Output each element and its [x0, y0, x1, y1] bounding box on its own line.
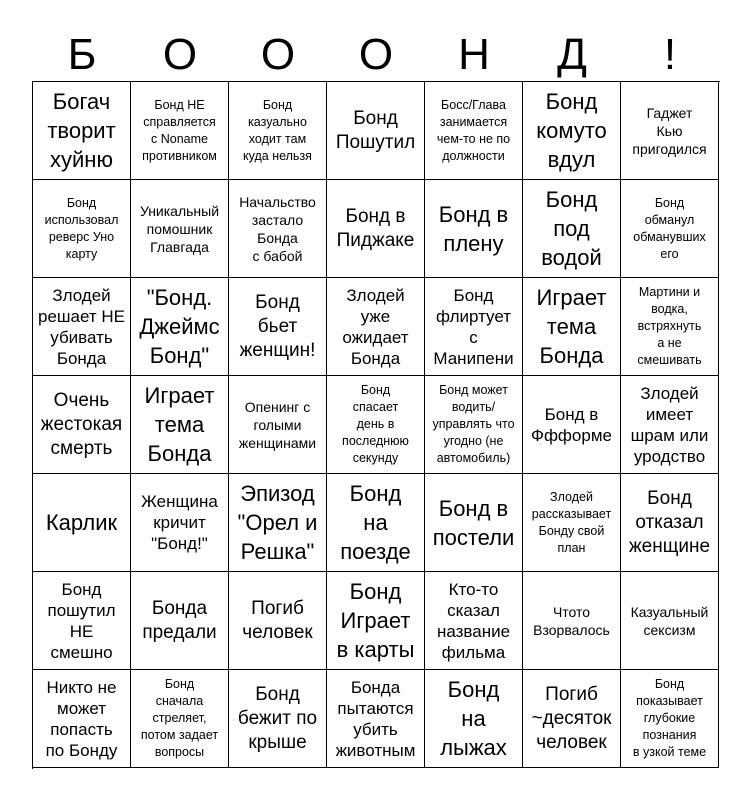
bingo-cell-text: Бонд НЕ справляется с Noname противником: [142, 97, 217, 163]
bingo-cell[interactable]: [621, 572, 719, 670]
bingo-cell-text: Казуальный сексизм: [630, 603, 709, 638]
bingo-cell-text: Никто не может попасть по Бонду: [45, 677, 118, 760]
bingo-cell[interactable]: [131, 474, 229, 572]
bingo-cell[interactable]: [621, 82, 719, 180]
bingo-cell[interactable]: [523, 474, 621, 572]
bingo-cell[interactable]: [621, 278, 719, 376]
bingo-cell[interactable]: [229, 180, 327, 278]
bingo-cell[interactable]: [131, 180, 229, 278]
bingo-cell[interactable]: [327, 474, 425, 572]
bingo-cell[interactable]: [131, 376, 229, 474]
header-letter: !: [663, 30, 677, 79]
header-letter: О: [162, 30, 198, 79]
bingo-cell-text: Бонд Играет в карты: [336, 579, 415, 662]
bingo-cell-text: Бонд сначала стреляет, потом задает вопросы: [140, 677, 219, 759]
bingo-cell-text: Бонд на лыжах: [440, 677, 507, 760]
bingo-cell-text: Злодей решает НЕ убивать Бонда: [37, 285, 126, 368]
bingo-cell-text: Злодей имеет шрам или уродство: [630, 383, 709, 466]
header-letter: Б: [67, 30, 97, 79]
bingo-cell-text: Мартини и водка, встряхнуть а не смешивать: [637, 285, 702, 367]
bingo-cell[interactable]: [523, 670, 621, 768]
bingo-cell[interactable]: [131, 572, 229, 670]
bingo-cell-text: Бонд обманул обманувших его: [633, 195, 706, 261]
bingo-cell-text: Погиб человек: [242, 597, 313, 643]
bingo-cell[interactable]: [425, 670, 523, 768]
bingo-cell[interactable]: [621, 670, 719, 768]
bingo-cell[interactable]: [523, 278, 621, 376]
bingo-cell[interactable]: [33, 180, 131, 278]
bingo-cell[interactable]: [33, 82, 131, 180]
bingo-cell[interactable]: [621, 376, 719, 474]
bingo-cell[interactable]: [327, 670, 425, 768]
bingo-cell[interactable]: [327, 376, 425, 474]
bingo-cell-text: Богач творит хуйню: [47, 89, 116, 172]
bingo-cell[interactable]: [621, 474, 719, 572]
bingo-cell-text: Женщина кричит "Бонд!": [141, 492, 218, 553]
bingo-cell-text: Бонд казуально ходит там куда нельзя: [243, 97, 312, 163]
bingo-cell[interactable]: [425, 572, 523, 670]
bingo-cell-text: Бонд бежит по крыше: [237, 683, 318, 753]
bingo-cell[interactable]: [425, 376, 523, 474]
bingo-cell-text: Играет тема Бонда: [536, 285, 607, 368]
bingo-header: [33, 28, 719, 82]
bingo-cell-text: Бонд бьет женщин!: [239, 291, 316, 361]
bingo-cell-text: Очень жестокая смерть: [40, 389, 123, 459]
bingo-cell-text: Злодей уже ожидает Бонда: [342, 285, 409, 368]
bingo-cell[interactable]: [229, 376, 327, 474]
bingo-cell-text: Чтото Взорвалось: [533, 603, 610, 638]
bingo-cell-text: Опенинг с голыми женщинами: [238, 398, 317, 451]
bingo-cell-text: Бонд под водой: [541, 187, 602, 270]
bingo-cell[interactable]: [327, 180, 425, 278]
bingo-cell[interactable]: [131, 670, 229, 768]
bingo-cell[interactable]: [229, 670, 327, 768]
bingo-cell[interactable]: [33, 572, 131, 670]
bingo-cell[interactable]: [425, 82, 523, 180]
bingo-cell[interactable]: [229, 82, 327, 180]
bingo-cell-text: Бонд в плену: [438, 201, 509, 256]
bingo-cell-text: Бонд спасает день в последнюю секунду: [342, 383, 409, 465]
bingo-cell-text: Бонд Пошутил: [335, 107, 416, 153]
bingo-cell-text: Босс/Глава занимается чем-то не по должности: [436, 97, 511, 163]
bingo-cell[interactable]: [229, 572, 327, 670]
bingo-cell-text: Бонда пытаются убить животным: [335, 677, 416, 760]
bingo-cell[interactable]: [33, 278, 131, 376]
header-letter: Н: [458, 30, 490, 79]
header-letter: Д: [557, 30, 587, 79]
bingo-cell-text: Бонд флиртует с Манипени: [433, 285, 514, 368]
bingo-cell-text: "Бонд. Джеймс Бонд": [139, 285, 220, 368]
bingo-cell-text: Бонд пошутил НЕ смешно: [47, 579, 116, 662]
bingo-cell-text: Злодей рассказывает Бонду свой план: [531, 489, 612, 555]
bingo-cell[interactable]: [523, 572, 621, 670]
bingo-cell[interactable]: [523, 376, 621, 474]
bingo-cell[interactable]: [33, 670, 131, 768]
bingo-cell-text: Бонда предали: [142, 597, 217, 643]
bingo-cell-text: Бонд в постели: [432, 495, 515, 550]
bingo-cell[interactable]: [33, 376, 131, 474]
bingo-cell[interactable]: [229, 278, 327, 376]
bingo-cell[interactable]: [523, 82, 621, 180]
bingo-cell[interactable]: [131, 278, 229, 376]
bingo-cell-text: Бонд показывает глубокие познания в узкой теме: [632, 677, 707, 759]
bingo-cell[interactable]: [131, 82, 229, 180]
bingo-cell-text: Уникальный помошник Главгада: [139, 202, 220, 255]
bingo-cell[interactable]: [229, 474, 327, 572]
bingo-cell-text: Бонд использовал реверс Уно карту: [44, 195, 119, 261]
bingo-cell-text: Бонд отказал женщине: [628, 487, 711, 557]
bingo-cell-text: Карлик: [45, 510, 118, 535]
bingo-cell[interactable]: [327, 278, 425, 376]
bingo-cell-text: Бонд комуто вдул: [536, 89, 607, 172]
bingo-cell-text: Кто-то сказал название фильма: [436, 579, 511, 662]
bingo-cell[interactable]: [523, 180, 621, 278]
bingo-cell[interactable]: [327, 572, 425, 670]
bingo-cell[interactable]: [425, 474, 523, 572]
bingo-cell-text: Начальство застало Бонда с бабой: [239, 193, 316, 264]
header-letter: О: [358, 30, 394, 79]
bingo-cell[interactable]: [621, 180, 719, 278]
bingo-cell-text: Эпизод "Орел и Решка": [237, 481, 318, 564]
bingo-cell-text: Бонд может водить/ управлять что угодно (не автомобиль): [432, 383, 515, 465]
bingo-cell-text: Гаджет Кью пригодился: [632, 104, 707, 157]
bingo-cell-text: Погиб ~десяток человек: [531, 683, 612, 753]
bingo-cell-text: Играет тема Бонда: [144, 383, 215, 466]
header-letter: О: [260, 30, 296, 79]
bingo-cell[interactable]: [425, 180, 523, 278]
bingo-cell-text: Бонд в Ффформе: [531, 404, 612, 445]
bingo-cell[interactable]: [327, 82, 425, 180]
bingo-cell-text: Бонд в Пиджаке: [336, 205, 415, 251]
bingo-grid: [32, 81, 720, 769]
bingo-cell[interactable]: [33, 474, 131, 572]
bingo-cell-text: Бонд на поезде: [340, 481, 411, 564]
bingo-cell[interactable]: [425, 278, 523, 376]
